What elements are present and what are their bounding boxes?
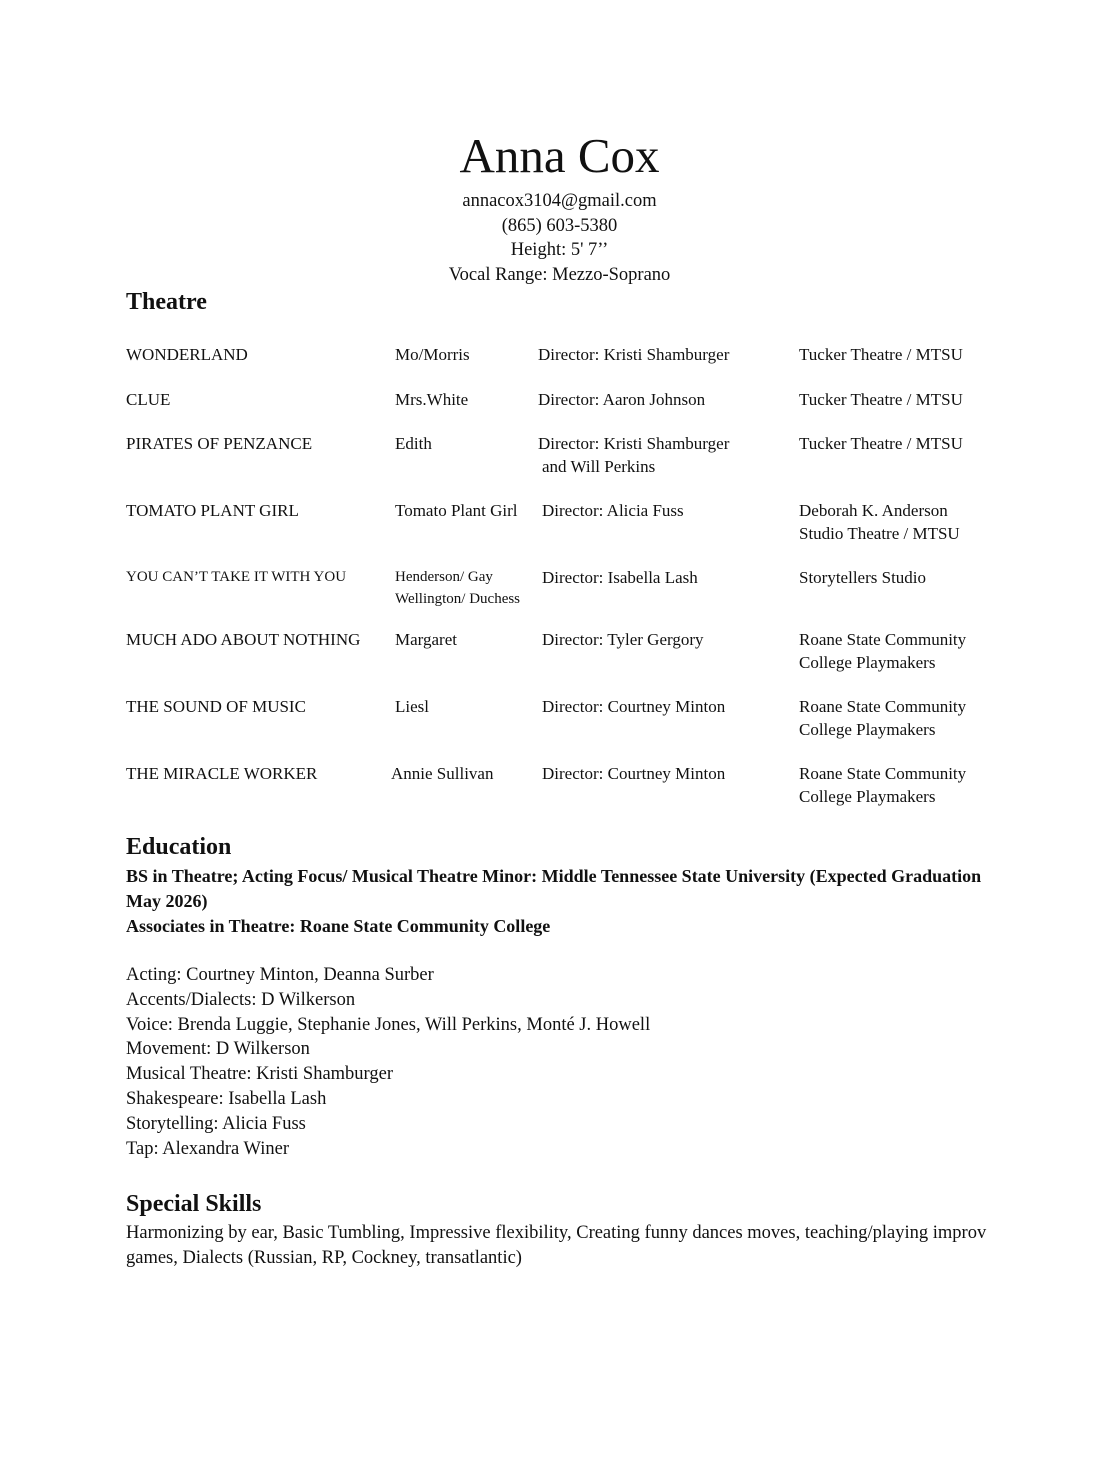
training-item: Shakespeare: Isabella Lash xyxy=(126,1088,327,1109)
credit-venue-line2: Studio Theatre / MTSU xyxy=(799,523,960,543)
training-item: Voice: Brenda Luggie, Stephanie Jones, Will Perkins, Monté J. Howell xyxy=(126,1014,651,1035)
credit-venue xyxy=(799,629,989,674)
credit-show: TOMATO PLANT GIRL xyxy=(126,501,299,520)
credit-role: Annie Sullivan xyxy=(391,764,494,783)
credit-show: THE SOUND OF MUSIC xyxy=(126,697,306,716)
credit-role: Liesl xyxy=(395,697,429,716)
training-item: Storytelling: Alicia Fuss xyxy=(126,1113,306,1134)
credit-venue-line2: College Playmakers xyxy=(799,652,936,672)
phone: (865) 603-5380 xyxy=(501,215,618,236)
credit-venue: Tucker Theatre / MTSU xyxy=(799,345,963,364)
credit-venue: Tucker Theatre / MTSU xyxy=(799,434,963,453)
credit-venue-line1: Deborah K. Anderson xyxy=(799,501,948,520)
credit-venue-line2: College Playmakers xyxy=(799,786,936,806)
credit-venue-line2: College Playmakers xyxy=(799,719,936,739)
credit-venue-line1: Roane State Community xyxy=(799,697,967,716)
credit-director-line1: Director: Kristi Shamburger xyxy=(538,434,730,453)
theatre-heading: Theatre xyxy=(126,289,207,315)
credit-director: Director: Tyler Gergory xyxy=(542,630,704,649)
credit-role: Edith xyxy=(395,434,432,453)
credit-show: MUCH ADO ABOUT NOTHING xyxy=(126,630,361,649)
email: annacox3104@gmail.com xyxy=(462,191,657,211)
special-skills-text: Harmonizing by ear, Basic Tumbling, Impressive flexibility, Creating funny dances moves, teaching/playing improv games, Dialects (Russian, RP, Cockney, transatlantic) xyxy=(126,1223,987,1268)
credit-director-line2: and Will Perkins xyxy=(542,456,656,476)
degree-associates: Associates in Theatre: Roane State Community College xyxy=(126,916,551,936)
credit-role: Margaret xyxy=(395,630,457,649)
training-item: Movement: D Wilkerson xyxy=(126,1039,310,1060)
credit-director: Director: Kristi Shamburger xyxy=(538,345,730,364)
training-list xyxy=(126,963,650,1161)
resume-name: Anna Cox xyxy=(459,128,660,183)
credit-show: PIRATES OF PENZANCE xyxy=(126,434,313,453)
training-item: Tap: Alexandra Winer xyxy=(126,1138,290,1159)
credit-role: Tomato Plant Girl xyxy=(395,501,518,520)
education-heading: Education xyxy=(126,834,232,860)
credit-show: WONDERLAND xyxy=(126,345,248,364)
credit-venue-line1: Roane State Community xyxy=(799,630,967,649)
credit-director: Director: Courtney Minton xyxy=(542,697,726,716)
height: Height: 5' 7’’ xyxy=(510,240,609,261)
credit-director xyxy=(538,433,778,478)
credit-director: Director: Courtney Minton xyxy=(542,764,726,783)
credit-venue xyxy=(799,696,989,741)
credit-venue xyxy=(799,763,989,808)
credit-show: THE MIRACLE WORKER xyxy=(126,764,318,783)
credit-show: CLUE xyxy=(126,390,171,409)
contact-block xyxy=(0,189,1119,288)
credit-role: Mrs.White xyxy=(395,390,469,409)
degree-bs: BS in Theatre; Acting Focus/ Musical Theatre Minor: Middle Tennessee State University (Expected Graduation May 2026) xyxy=(126,866,982,911)
credit-role-line2: Wellington/ Duchess xyxy=(395,590,521,607)
vocal-range: Vocal Range: Mezzo-Soprano xyxy=(448,265,671,286)
credit-venue-line1: Roane State Community xyxy=(799,764,967,783)
special-skills-heading: Special Skills xyxy=(126,1191,262,1217)
training-item: Accents/Dialects: D Wilkerson xyxy=(126,989,356,1010)
training-item: Musical Theatre: Kristi Shamburger xyxy=(126,1064,393,1085)
credit-role: Mo/Morris xyxy=(395,345,470,364)
credit-director: Director: Aaron Johnson xyxy=(538,390,706,409)
training-item: Acting: Courtney Minton, Deanna Surber xyxy=(126,965,434,985)
credit-show: YOU CAN’T TAKE IT WITH YOU xyxy=(126,569,347,585)
credit-venue: Tucker Theatre / MTSU xyxy=(799,390,963,409)
credit-director: Director: Alicia Fuss xyxy=(542,501,684,520)
credit-role-line1: Henderson/ Gay xyxy=(395,569,493,585)
credit-venue xyxy=(799,500,989,545)
credit-director: Director: Isabella Lash xyxy=(542,568,698,587)
credit-role xyxy=(395,567,520,610)
credit-venue: Storytellers Studio xyxy=(799,568,927,587)
